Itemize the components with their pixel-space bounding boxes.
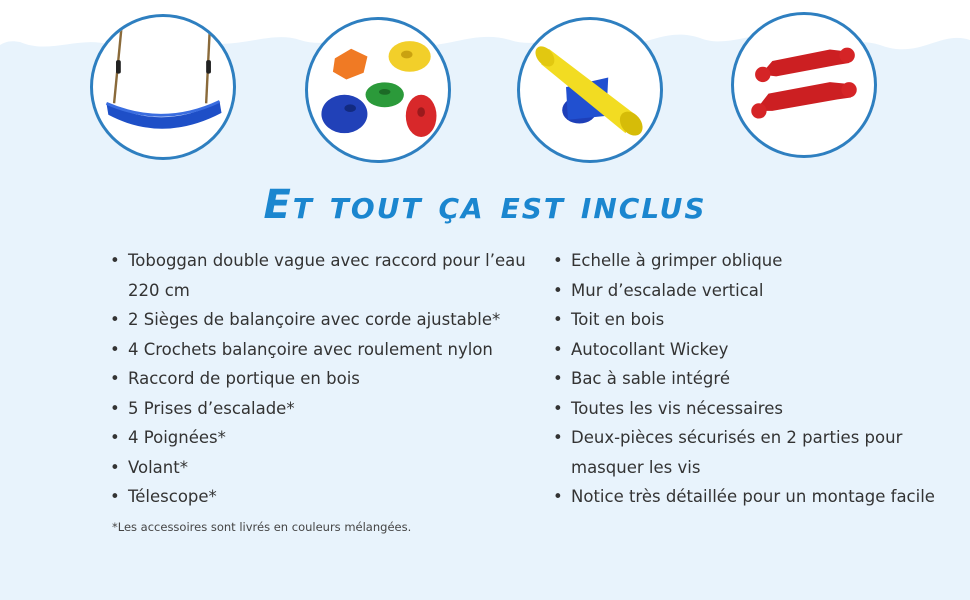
footnote: *Les accessoires sont livrés en couleurs mélangées.: [112, 520, 412, 534]
telescope-image: [517, 17, 663, 163]
swing-seat-icon: [93, 17, 233, 157]
list-item: • Volant*: [110, 453, 530, 483]
handles-image: [731, 12, 877, 158]
list-item: • Bac à sable intégré: [553, 364, 970, 394]
list-item: • 4 Crochets balançoire avec roulement nylon: [110, 335, 530, 365]
list-item: • 5 Prises d’escalade*: [110, 394, 530, 424]
list-item: • Toutes les vis nécessaires: [553, 394, 970, 424]
list-item: • Télescope*: [110, 482, 530, 512]
list-item: • Raccord de portique en bois: [110, 364, 530, 394]
page-title: Et tout ça est inclus: [263, 182, 707, 228]
list-item: • 4 Poignées*: [110, 423, 530, 453]
swing-seat-image: [90, 14, 236, 160]
list-item: • Echelle à grimper oblique: [553, 246, 970, 276]
list-item: • Notice très détaillée pour un montage facile: [553, 482, 970, 512]
handles-icon: [734, 15, 874, 155]
list-item: • Toit en bois: [553, 305, 970, 335]
included-list-left: [110, 246, 530, 512]
list-item: • Toboggan double vague avec raccord pour l’eau 220 cm: [110, 246, 530, 305]
list-item: • Deux-pièces sécurisés en 2 parties pour masquer les vis: [553, 423, 970, 482]
climbing-holds-image: [305, 17, 451, 163]
list-item: • 2 Sièges de balançoire avec corde ajustable*: [110, 305, 530, 335]
list-item: • Mur d’escalade vertical: [553, 276, 970, 306]
telescope-icon: [520, 20, 660, 160]
included-list-right: [553, 246, 970, 512]
climbing-holds-icon: [308, 20, 448, 160]
list-item: • Autocollant Wickey: [553, 335, 970, 365]
